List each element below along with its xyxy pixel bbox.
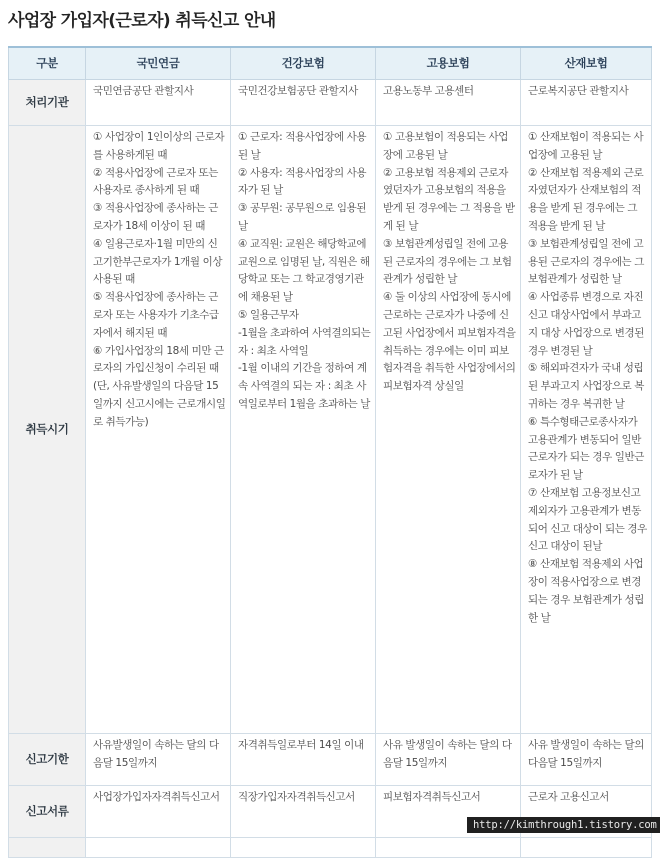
table-cell — [86, 80, 231, 126]
table-cell — [521, 838, 652, 858]
table-cell — [376, 80, 521, 126]
table-cell — [231, 80, 376, 126]
cell-text: 국민연금공단 관할지사 — [93, 85, 194, 97]
cell-text: 자격취득일로부터 14일 이내 — [238, 739, 364, 751]
table-cell — [376, 838, 521, 858]
watermark-url: http://kimthrough1.tistory.com — [467, 817, 660, 833]
row-label-acquisition-time: 취득시기 — [9, 126, 86, 734]
cell-text: ① 고용보험이 적용되는 사업장에 고용된 날 ② 고용보험 적용제외 근로자였던자가 고용보험의 적용을 받게 된 경우에는 그 적용을 받게 된 날 ③ 보험관계성립일 전에 고용된 근로자의 경우에는 그 보험관계가 성립한 날 ④ 둘 이상의 사업장에 동시에 근로하는 근로자가 나중에 신고된 사업장에서 피보험자격을 취득하는 경우에는 이미 피보험자격을 취득한 사업장에서의 피보험자격 상실일 — [383, 131, 516, 393]
header-health-insurance: 건강보험 — [231, 47, 376, 80]
row-label-deadline: 신고기한 — [9, 734, 86, 786]
cell-text: 사유 발생일이 속하는 달의 다음달 15일까지 — [383, 739, 512, 769]
cell-text: 사유 발생일이 속하는 달의 다음달 15일까지 — [528, 739, 644, 769]
row-label-agency: 처리기관 — [9, 80, 86, 126]
cell-text: ① 사업장이 1인이상의 근로자를 사용하게된 때 ② 적용사업장에 근로자 또는 사용자로 종사하게 된 때 ③ 적용사업장에 종사하는 근로자가 18세 이상이 된 때 ④ 일용근로자·1월 미만의 신고기한부근로자가 1개월 이상 사용된 때 ⑤ 적용사업장에 종사하는 근로자 또는 사용자가 기초수급자에서 해지된 때 ⑥ 가입사업장의 18세 미만 근로자의 가입신청이 수리된 때 (단, 사유발생일의 다음달 15일까지 신고시에는 근로개시일로 취득가능) — [93, 131, 226, 428]
table-cell — [86, 126, 231, 734]
row-label-documents: 신고서류 — [9, 786, 86, 838]
header-employment-insurance: 고용보험 — [376, 47, 521, 80]
page-title: 사업장 가입자(근로자) 취득신고 안내 — [8, 11, 276, 31]
header-industrial-accident-insurance: 산재보험 — [521, 47, 652, 80]
header-category: 구분 — [9, 47, 86, 80]
table-cell — [521, 734, 652, 786]
table-cell — [376, 734, 521, 786]
cell-text: ① 산재보험이 적용되는 사업장에 고용된 날 ② 산재보험 적용제외 근로자였던자가 산재보험의 적용을 받게 된 경우에는 그 적용을 받게 된 날 ③ 보험관계성립일 전에 고용된 근로자의 경우에는 그 보험관계가 성립한 날 ④ 사업종류 변경으로 자진신고 대상사업에서 부과고지 대상 사업장으로 변경된 경우 변경된 날 ⑤ 해외파견자가 국내 성립된 부과고지 사업장으로 복귀하는 경우 복귀한 날 ⑥ 특수형태근로종사자가 고용관계가 변동되어 일반 근로자가 되는 경우 일반근로자가 된 날 ⑦ 산재보험 고용정보신고제외자가 고용관계가 변동되어 신고 대상이 되는 경우 신고 대상이 된날 ⑧ 산재보험 적용제외 사업장이 적용사업장으로 변경되는 경우 보험관계가 성립한 날 — [528, 131, 647, 624]
cell-text: 근로복지공단 관할지사 — [528, 85, 629, 97]
table-cell — [86, 734, 231, 786]
cell-text: 고용노동부 고용센터 — [383, 85, 474, 97]
table-row — [9, 734, 652, 786]
table-row — [9, 80, 652, 126]
cell-text: 피보험자격취득신고서 — [383, 791, 481, 803]
cell-text: ① 근로자: 적용사업장에 사용된 날 ② 사용자: 적용사업장의 사용자가 된 날 ③ 공무원: 공무원으로 임용된 날 ④ 교직원: 교원은 해당학교에 교원으로 임명된 날, 직원은 해당학교 또는 그 학교경영기관에 채용된 날 ⑤ 일용근무자 -1월을 초과하여 사역결의되는 자 : 최초 사역일 -1월 이내의 기간을 정하여 계속 사역결의 되는 자 : 최초 사역일로부터 1월을 초과하는 날 — [238, 131, 371, 410]
cell-text: 사업장가입자자격취득신고서 — [93, 791, 220, 803]
header-national-pension: 국민연금 — [86, 47, 231, 80]
table-cell — [231, 734, 376, 786]
table-row — [9, 838, 652, 858]
table-cell — [231, 786, 376, 838]
table-cell — [231, 838, 376, 858]
table-row — [9, 126, 652, 734]
table-cell — [231, 126, 376, 734]
table-cell — [521, 126, 652, 734]
cell-text: 국민건강보험공단 관할지사 — [238, 85, 358, 97]
cell-text: 직장가입자자격취득신고서 — [238, 791, 355, 803]
cell-text: 근로자 고용신고서 — [528, 791, 609, 803]
table-cell — [86, 838, 231, 858]
table-cell — [376, 126, 521, 734]
header-row — [9, 47, 652, 80]
table-cell — [521, 80, 652, 126]
cell-text: 사유발생일이 속하는 달의 다음달 15일까지 — [93, 739, 219, 769]
row-label-empty — [9, 838, 86, 858]
insurance-table — [8, 46, 652, 858]
table-cell — [86, 786, 231, 838]
